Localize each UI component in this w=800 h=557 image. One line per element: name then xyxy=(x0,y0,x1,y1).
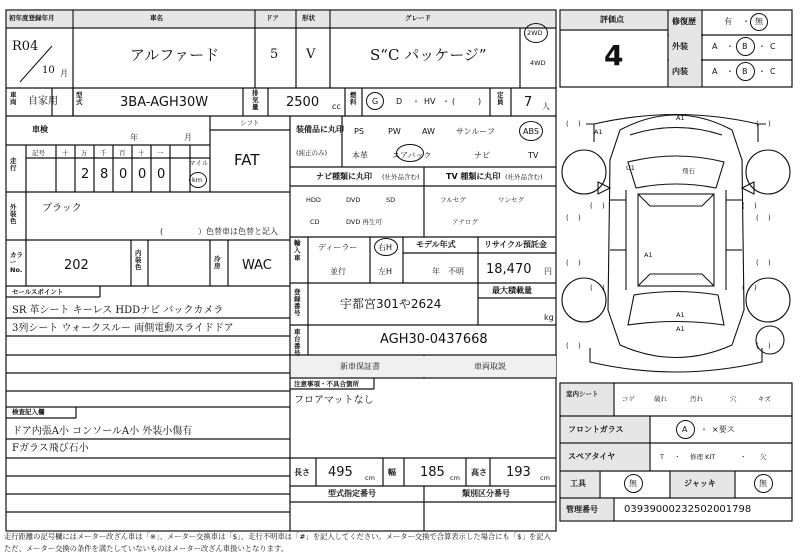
mgmt-value: 0393900023250200179​8 xyxy=(624,504,752,515)
color-paren: ( xyxy=(160,227,164,236)
equipment-header: 装備品に丸印 xyxy=(296,125,344,134)
color-value: ブラック xyxy=(42,203,82,214)
svg-text:( ): ( ) xyxy=(742,202,757,210)
mark-rear-left-a1: A1 xyxy=(644,251,653,259)
model-header: 型式 xyxy=(76,91,83,107)
mileage-digit-4: 0 xyxy=(119,167,128,182)
unit-ju: 十 xyxy=(138,149,145,157)
tv-analog: アナログ xyxy=(452,218,478,226)
seat-tear: 破れ xyxy=(654,395,667,403)
navi-cd: CD xyxy=(310,218,320,226)
equip-abs: ABS xyxy=(523,127,539,136)
svg-text:( ): ( ) xyxy=(590,284,605,292)
svg-text:( ): ( ) xyxy=(590,202,605,210)
displacement-unit: cc xyxy=(332,102,341,111)
exterior-header: 外装 xyxy=(672,42,688,51)
mileage-sub: 記号 xyxy=(32,149,45,157)
fuel-close: ) xyxy=(478,97,482,106)
inspection-year-unit: 年 xyxy=(130,133,138,142)
mileage-header: 走行 xyxy=(10,157,17,173)
navi-header: ナビ種類に丸印 xyxy=(316,172,372,181)
equip-ps: PS xyxy=(354,127,364,136)
shape-header: 形状 xyxy=(302,14,315,22)
footer-note-2: ただ、メーター交換の条件を満たしていないものはメーター改ざん車扱いとなります。 xyxy=(4,544,288,553)
spare-t: T xyxy=(660,453,664,461)
svg-text:( ): ( ) xyxy=(742,284,757,292)
chassis-value: AGH30-0437668 xyxy=(380,332,488,347)
glass-replace: ×要ス xyxy=(712,425,735,434)
unit-man: 万 xyxy=(81,149,88,157)
body-shape: V xyxy=(306,47,316,62)
interior-color-header: 内装色 xyxy=(135,249,142,272)
spare-kit: 修理 KIT xyxy=(690,453,716,461)
right-hand-drive: 右H xyxy=(378,243,393,252)
spare-sep2: ・ xyxy=(740,453,747,461)
type-spec-header: 型式指定番号 xyxy=(328,489,376,498)
inspection-month-unit: 月 xyxy=(184,133,192,142)
displacement-value: 2500 xyxy=(286,95,320,110)
mgmt-header: 管理番号 xyxy=(566,505,598,514)
equip-tv: TV xyxy=(528,151,539,160)
mark-left-a1: A1 xyxy=(594,128,603,136)
length-value: 495 xyxy=(328,465,353,480)
width-unit: cm xyxy=(450,474,460,482)
spare-missing: 欠 xyxy=(760,453,767,461)
fuel-option-hv: HV xyxy=(424,97,436,106)
equip-navi: ナビ xyxy=(474,151,490,160)
model-value: 3BA-AGH30W xyxy=(120,95,209,110)
fuel-option-other: ( xyxy=(452,97,456,106)
ext-c: C xyxy=(770,42,776,51)
navi-dvd-play: DVD 再生可 xyxy=(346,218,382,226)
navi-hdd: HDD xyxy=(306,196,321,204)
ext-sep2: ・ xyxy=(758,42,766,51)
equip-sunroof: サンルーフ xyxy=(456,127,495,136)
glass-a: A xyxy=(682,425,688,434)
max-load-unit: kg xyxy=(544,313,554,322)
tools-value: 無 xyxy=(629,479,637,488)
seat-hole: 穴 xyxy=(730,395,737,403)
drive-2wd: 2WD xyxy=(527,29,543,37)
vehicle-manual: 車両取説 xyxy=(474,362,506,371)
door-header: ドア xyxy=(266,14,279,22)
usage-value: 自家用 xyxy=(28,96,58,107)
seat-stain: 汚れ xyxy=(690,395,703,403)
width-header: 幅 xyxy=(388,468,396,477)
inspection-header: 車検 xyxy=(32,125,48,134)
ext-sep1: ・ xyxy=(726,42,734,51)
score-value: 4 xyxy=(604,39,624,72)
chassis-header: 車台番号 xyxy=(294,328,301,358)
mileage-digit-5: 0 xyxy=(138,167,147,182)
capacity-value: 7 xyxy=(524,95,533,110)
notes-header: 注意事項・不具合箇所 xyxy=(294,380,359,388)
unit-ten-man: 十 xyxy=(62,149,69,157)
int-b: B xyxy=(742,67,748,76)
mark-rear-a1: A1 xyxy=(676,311,685,319)
ext-a: A xyxy=(712,42,718,51)
navi-dvd: DVD xyxy=(346,196,361,204)
svg-text:( ): ( ) xyxy=(756,214,771,222)
equip-airbag: エアバック xyxy=(392,151,432,160)
glass-sep: ・ xyxy=(700,425,708,434)
svg-text:( ): ( ) xyxy=(566,120,581,128)
seat-scratch: キズ xyxy=(758,395,771,403)
inspection-notes-header: 検査記入欄 xyxy=(12,408,45,416)
fuel-option-d: D xyxy=(396,97,403,106)
equip-leather: 本革 xyxy=(352,151,368,160)
sales-point-header: セールスポイント xyxy=(12,288,64,296)
recycle-header: リサイクル預託金 xyxy=(484,240,547,249)
shift-header: シフト xyxy=(240,119,260,127)
recycle-value: 18,470 xyxy=(486,262,532,277)
footer-note-1: 走行距離の記号欄にはメーター改ざん車は「※」、メーター交換車は「$」、走行不明車は「#」を記入してください。メーター交換で合算表示した場合にも「$」を記入 xyxy=(4,532,551,541)
tv-fullseg: フルセグ xyxy=(440,196,466,204)
repair-yes: 有 xyxy=(724,17,732,26)
mark-glass-chip: 飛石 xyxy=(682,167,695,175)
car-name-header: 車名 xyxy=(150,14,163,22)
svg-text:( ): ( ) xyxy=(566,259,581,267)
int-sep1: ・ xyxy=(726,67,734,76)
fuel-option-g: G xyxy=(372,97,379,106)
import-dealer: ディーラー xyxy=(318,243,358,252)
mark-bumper-a1: A1 xyxy=(676,325,685,333)
inspection-notes-line2: Fガラス飛び石小 xyxy=(12,443,89,454)
seat-header: 室内シート xyxy=(566,390,599,398)
color-header: 外装色 xyxy=(10,203,17,226)
model-year-value: 年 不明 xyxy=(432,267,464,276)
glass-header: フロントガラス xyxy=(568,425,624,434)
int-c: C xyxy=(770,67,776,76)
svg-text:( ): ( ) xyxy=(756,342,771,350)
height-unit: cm xyxy=(540,474,550,482)
notes-value: フロアマットなし xyxy=(294,395,374,406)
equipment-sub: (純正のみ) xyxy=(296,149,328,157)
ext-b: B xyxy=(742,42,748,51)
length-unit: cm xyxy=(365,474,375,482)
mileage-km: km xyxy=(192,176,203,184)
score-header: 評価点 xyxy=(600,15,624,24)
color-code-header: カラーNo. xyxy=(10,251,23,274)
navi-sd: SD xyxy=(386,196,396,204)
grade-header: グレード xyxy=(405,14,431,22)
width-value: 185 xyxy=(420,465,445,480)
mileage-digit-2: 2 xyxy=(81,167,90,182)
repair-none: 無 xyxy=(755,17,763,26)
mark-left-u1: U1 xyxy=(626,164,635,172)
registration-value: 宇都宮301や2624 xyxy=(340,297,442,311)
sales-point-line2: 3列シート ウォークスルー 両側電動スライドドア xyxy=(12,323,234,334)
grade-value: S“C パッケージ” xyxy=(370,46,487,64)
tools-header: 工具 xyxy=(570,479,586,488)
new-warranty: 新車保証書 xyxy=(340,362,380,371)
length-header: 長さ xyxy=(294,468,310,477)
repair-sep: ・ xyxy=(742,17,750,26)
height-header: 高さ xyxy=(471,468,487,477)
recycle-unit: 円 xyxy=(544,267,552,276)
drive-4wd: 4WD xyxy=(530,59,546,67)
jack-value: 無 xyxy=(759,479,767,488)
unit-ichi: 一 xyxy=(157,149,164,157)
car-name: アルファード xyxy=(130,46,220,64)
vehicle-class-header: 車両 xyxy=(10,91,17,107)
registration-header: 登録番号 xyxy=(294,288,301,318)
unit-sen: 千 xyxy=(100,149,107,157)
class-no-header: 類別区分番号 xyxy=(462,489,510,498)
height-value: 193 xyxy=(506,465,531,480)
mileage-digit-3: 8 xyxy=(100,167,109,182)
mark-front-a1: A1 xyxy=(676,114,685,122)
repair-header: 修復歴 xyxy=(672,17,696,26)
color-note: ）色替車は色替と記入 xyxy=(198,227,278,236)
capacity-header: 定員 xyxy=(497,91,504,107)
equip-aw: AW xyxy=(422,127,435,136)
model-year-header: モデル年式 xyxy=(416,240,456,249)
mileage-digit-6: 0 xyxy=(157,167,166,182)
ac-value: WAC xyxy=(242,258,272,273)
mileage-mile: マイル xyxy=(189,159,209,167)
capacity-unit: 人 xyxy=(542,102,550,111)
tv-oneseg: ワンセグ xyxy=(498,196,524,204)
seat-burn: コゲ xyxy=(622,395,635,403)
jack-header: ジャッキ xyxy=(684,479,716,488)
interior-grade-header: 内装 xyxy=(672,67,688,76)
first-registration-header: 初年度登録年月 xyxy=(9,14,55,22)
registration-month: 10 xyxy=(42,65,55,76)
left-hand-drive: 左H xyxy=(378,267,393,276)
sales-point-line1: SR 革シート キーレス HDDナビ バックカメラ xyxy=(12,305,224,316)
max-load-header: 最大積載量 xyxy=(492,286,532,295)
fuel-header: 燃料 xyxy=(350,91,357,107)
spare-sep1: ・ xyxy=(674,453,681,461)
svg-text:( ): ( ) xyxy=(756,120,771,128)
color-code-value: 202 xyxy=(64,258,89,273)
tv-sub: (社外品含む) xyxy=(505,173,543,181)
door-count: 5 xyxy=(270,47,279,62)
svg-text:( ): ( ) xyxy=(566,214,581,222)
spare-header: スペアタイヤ xyxy=(568,452,616,461)
svg-text:( ): ( ) xyxy=(566,342,581,350)
ac-header: 冷房 xyxy=(214,255,221,271)
displacement-header: 排気量 xyxy=(252,89,259,111)
registration-year: R04 xyxy=(12,39,39,54)
import-parallel: 並行 xyxy=(330,267,346,276)
import-header: 輸入車 xyxy=(294,239,301,262)
equip-pw: PW xyxy=(388,127,401,136)
shift-value: FAT xyxy=(234,151,260,169)
int-sep2: ・ xyxy=(758,67,766,76)
tv-header: TV 種類に丸印 xyxy=(446,172,501,181)
svg-text:( ): ( ) xyxy=(756,259,771,267)
navi-sub: (社外品含む) xyxy=(382,173,420,181)
inspection-notes-line1: ドア内張A小 コンソールA小 外装小傷有 xyxy=(12,426,193,437)
int-a: A xyxy=(712,67,718,76)
unit-hyaku: 百 xyxy=(119,149,126,157)
month-unit: 月 xyxy=(60,69,68,78)
